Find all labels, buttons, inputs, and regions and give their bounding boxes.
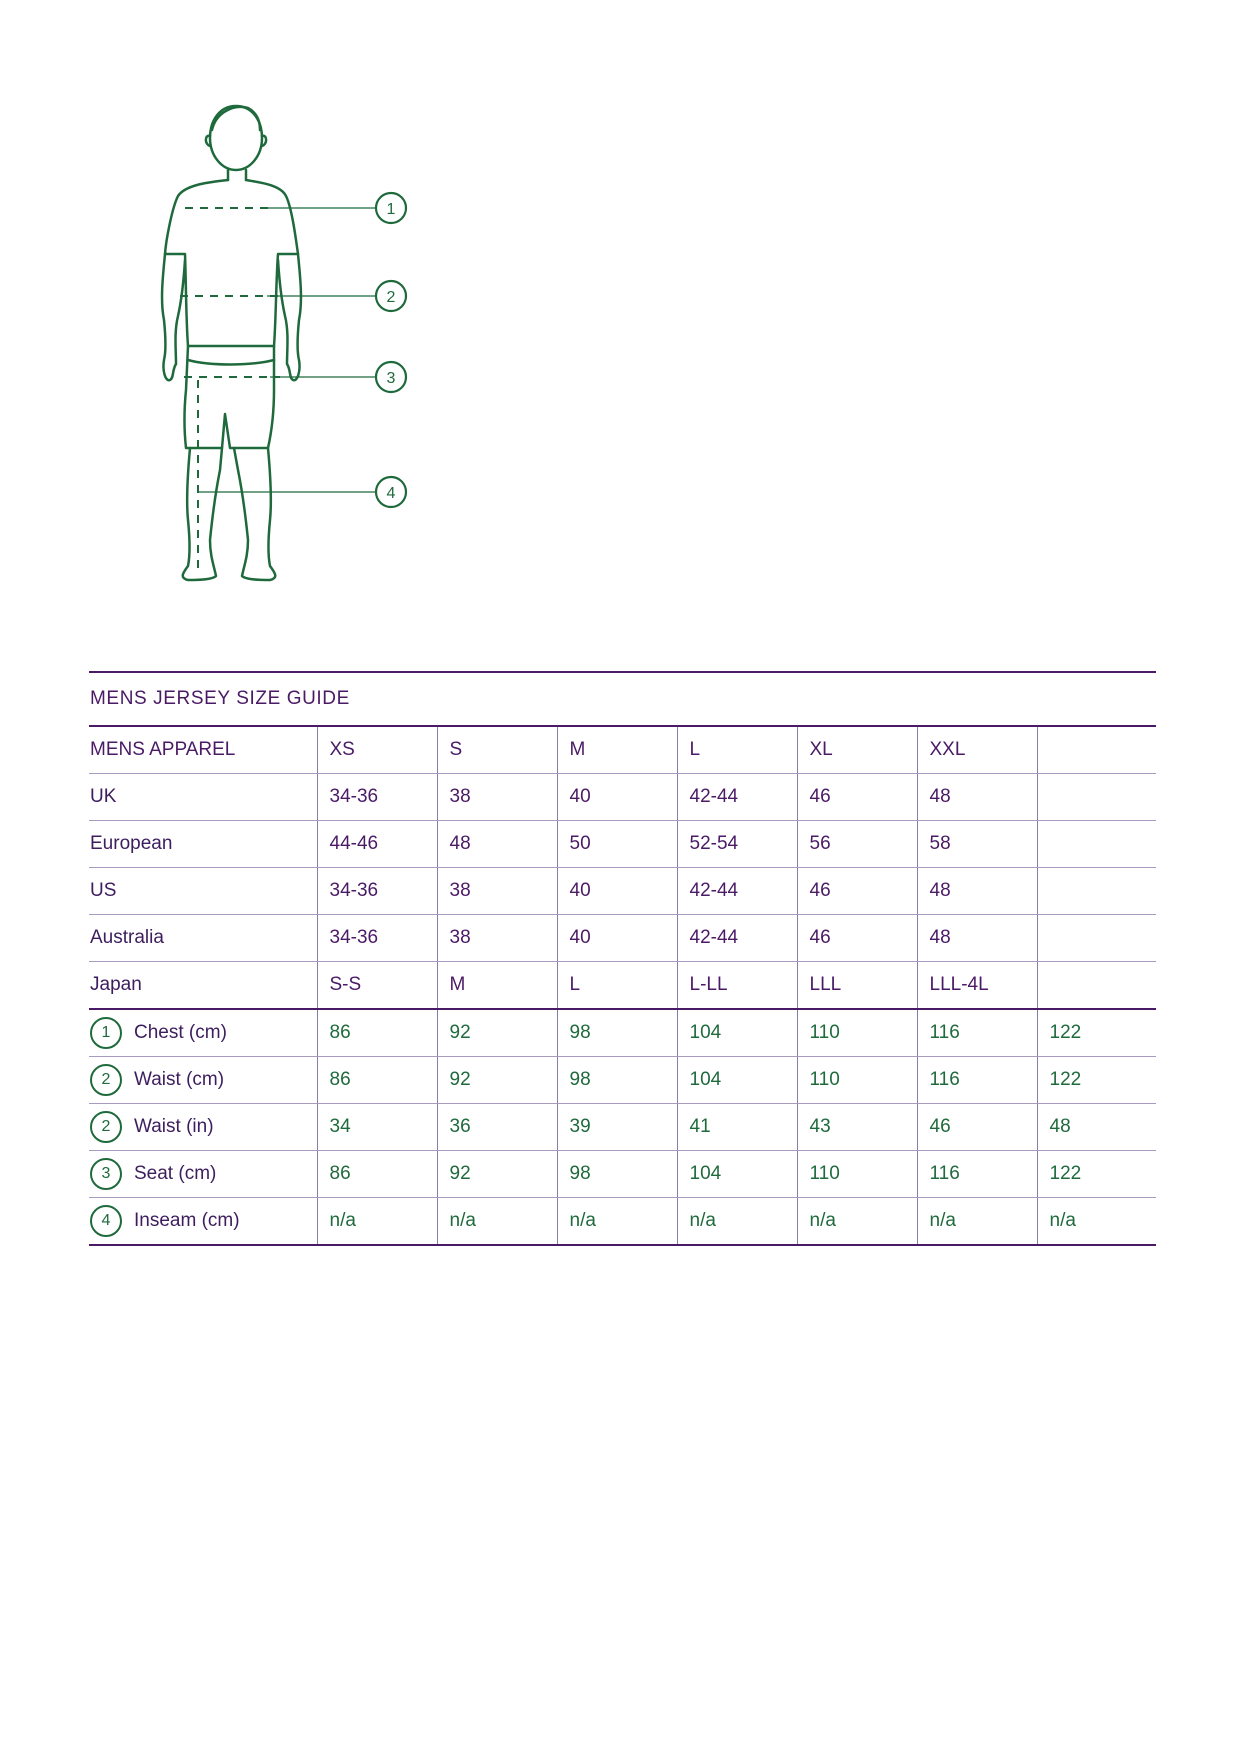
table-cell: 34: [317, 1104, 437, 1151]
table-cell: n/a: [797, 1198, 917, 1246]
table-cell: 110: [797, 1009, 917, 1057]
table-cell: [1037, 915, 1156, 962]
figure-hair: [212, 107, 260, 130]
header-cell: L: [677, 726, 797, 774]
size-row-us: [89, 868, 1156, 915]
table-cell: 48: [917, 774, 1037, 821]
measurement-label: Waist (cm): [134, 1069, 225, 1090]
table-cell: 50: [557, 821, 677, 868]
size-table: [89, 725, 1156, 1246]
body-measurement-figure: [150, 100, 410, 590]
measurement-row: [89, 1104, 1156, 1151]
table-cell: 48: [437, 821, 557, 868]
table-cell: 56: [797, 821, 917, 868]
table-cell: 116: [917, 1057, 1037, 1104]
header-cell: S: [437, 726, 557, 774]
row-label: Japan: [89, 962, 317, 1010]
measurement-label-cell: [89, 1198, 317, 1246]
callout-2: 2: [386, 289, 396, 306]
header-cell: M: [557, 726, 677, 774]
table-cell: 38: [437, 868, 557, 915]
figure-left-arm: [162, 254, 185, 380]
table-cell: n/a: [437, 1198, 557, 1246]
table-cell: L-LL: [677, 962, 797, 1010]
table-cell: 98: [557, 1151, 677, 1198]
size-row-australia: [89, 915, 1156, 962]
measurement-label-cell: [89, 1104, 317, 1151]
table-cell: 86: [317, 1151, 437, 1198]
size-row-japan: [89, 962, 1156, 1010]
figure-left-leg: [183, 448, 222, 580]
table-cell: 92: [437, 1009, 557, 1057]
table-cell: 36: [437, 1104, 557, 1151]
table-cell: 40: [557, 915, 677, 962]
table-cell: 46: [797, 915, 917, 962]
table-cell: LLL-4L: [917, 962, 1037, 1010]
table-cell: 92: [437, 1057, 557, 1104]
table-cell: [1037, 774, 1156, 821]
header-cell: XS: [317, 726, 437, 774]
table-cell: 86: [317, 1009, 437, 1057]
table-cell: n/a: [677, 1198, 797, 1246]
table-cell: 48: [917, 868, 1037, 915]
callout-1: 1: [386, 201, 396, 218]
measurement-label-cell: [89, 1151, 317, 1198]
header-cell: MENS APPAREL: [89, 726, 317, 774]
table-cell: 116: [917, 1151, 1037, 1198]
measurement-label: Seat (cm): [134, 1163, 217, 1184]
table-cell: 122: [1037, 1009, 1156, 1057]
table-cell: 122: [1037, 1151, 1156, 1198]
table-cell: 34-36: [317, 915, 437, 962]
header-cell: XXL: [917, 726, 1037, 774]
row-label: Australia: [89, 915, 317, 962]
table-cell: n/a: [557, 1198, 677, 1246]
table-cell: n/a: [317, 1198, 437, 1246]
table-cell: 39: [557, 1104, 677, 1151]
measurement-label-cell: [89, 1057, 317, 1104]
table-cell: n/a: [1037, 1198, 1156, 1246]
row-label: European: [89, 821, 317, 868]
measurement-label: Chest (cm): [134, 1022, 227, 1043]
figure-drawing: [150, 100, 410, 590]
size-guide: [89, 671, 1156, 1246]
table-cell: M: [437, 962, 557, 1010]
row-label: US: [89, 868, 317, 915]
figure-right-leg: [234, 448, 275, 580]
table-cell: 46: [797, 868, 917, 915]
header-cell: XL: [797, 726, 917, 774]
table-cell: 46: [797, 774, 917, 821]
table-cell: 98: [557, 1009, 677, 1057]
table-cell: n/a: [917, 1198, 1037, 1246]
table-cell: 46: [917, 1104, 1037, 1151]
table-cell: 98: [557, 1057, 677, 1104]
row-label: UK: [89, 774, 317, 821]
table-cell: 110: [797, 1057, 917, 1104]
measurement-row: [89, 1009, 1156, 1057]
measurement-label: Inseam (cm): [134, 1210, 240, 1231]
measurement-number-icon: 3: [90, 1158, 122, 1190]
table-cell: LLL: [797, 962, 917, 1010]
size-row-european: [89, 821, 1156, 868]
table-cell: 104: [677, 1057, 797, 1104]
table-cell: 34-36: [317, 868, 437, 915]
measurement-label-cell: [89, 1009, 317, 1057]
figure-right-arm: [278, 254, 301, 380]
table-cell: 42-44: [677, 868, 797, 915]
guide-title: MENS JERSEY SIZE GUIDE: [89, 671, 1156, 725]
table-cell: 34-36: [317, 774, 437, 821]
table-cell: 52-54: [677, 821, 797, 868]
table-cell: 48: [917, 915, 1037, 962]
table-cell: 43: [797, 1104, 917, 1151]
table-cell: S-S: [317, 962, 437, 1010]
measurement-row: [89, 1151, 1156, 1198]
measurement-label: Waist (in): [134, 1116, 214, 1137]
table-cell: 86: [317, 1057, 437, 1104]
table-cell: 122: [1037, 1057, 1156, 1104]
measurement-number-icon: 2: [90, 1064, 122, 1096]
table-cell: 48: [1037, 1104, 1156, 1151]
size-row-uk: [89, 774, 1156, 821]
table-cell: [1037, 821, 1156, 868]
table-cell: 92: [437, 1151, 557, 1198]
callout-4: 4: [386, 485, 396, 502]
table-cell: 58: [917, 821, 1037, 868]
table-cell: 104: [677, 1009, 797, 1057]
measurement-row: [89, 1057, 1156, 1104]
figure-head: [210, 106, 262, 170]
header-row: [89, 726, 1156, 774]
header-cell: [1037, 726, 1156, 774]
table-cell: [1037, 868, 1156, 915]
measurement-row: [89, 1198, 1156, 1246]
table-cell: 44-46: [317, 821, 437, 868]
measurement-number-icon: 4: [90, 1205, 122, 1237]
measurement-number-icon: 2: [90, 1111, 122, 1143]
table-cell: 104: [677, 1151, 797, 1198]
table-cell: [1037, 962, 1156, 1010]
table-cell: L: [557, 962, 677, 1010]
table-cell: 38: [437, 915, 557, 962]
table-cell: 110: [797, 1151, 917, 1198]
table-cell: 42-44: [677, 774, 797, 821]
table-cell: 38: [437, 774, 557, 821]
callout-3: 3: [386, 370, 396, 387]
table-cell: 40: [557, 774, 677, 821]
table-cell: 116: [917, 1009, 1037, 1057]
measurement-number-icon: 1: [90, 1017, 122, 1049]
table-cell: 40: [557, 868, 677, 915]
table-cell: 41: [677, 1104, 797, 1151]
table-cell: 42-44: [677, 915, 797, 962]
